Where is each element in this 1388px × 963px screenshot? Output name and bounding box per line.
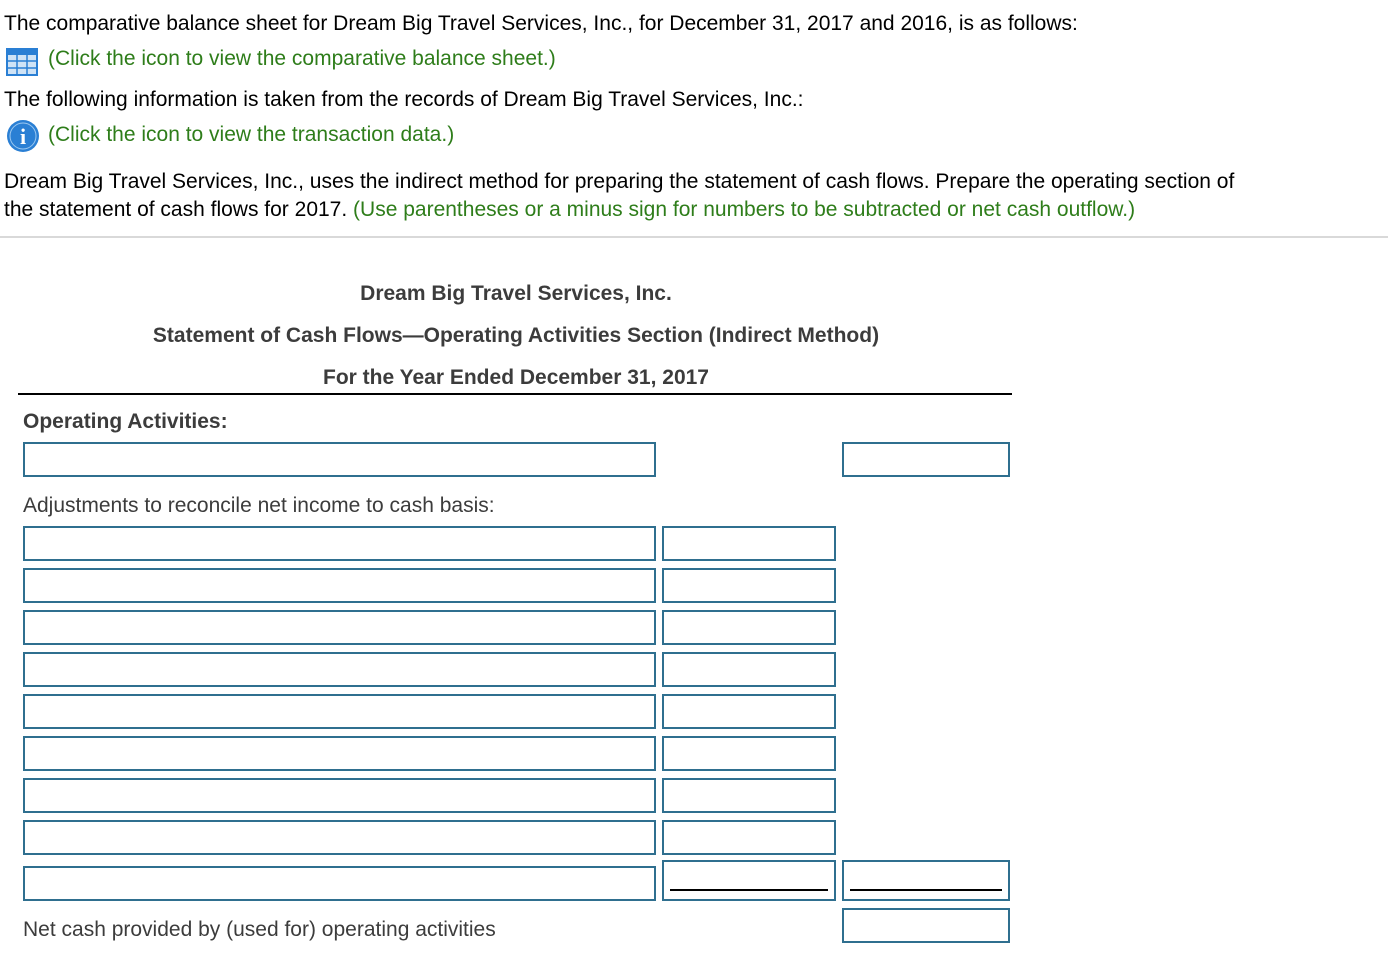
adjustment-label-input-3[interactable]: [23, 610, 656, 645]
statement-title: Statement of Cash Flows—Operating Activities Section (Indirect Method): [152, 324, 880, 347]
net-income-amount-input[interactable]: [842, 442, 1010, 477]
net-income-label-input[interactable]: [23, 442, 656, 477]
adjustments-label: Adjustments to reconcile net income to cash basis:: [23, 494, 495, 517]
section-divider: [0, 236, 1388, 238]
adjustment-label-input-8[interactable]: [23, 820, 656, 855]
instructions-text: the statement of cash flows for 2017.: [4, 198, 348, 221]
instructions-hint: (Use parentheses or a minus sign for numbers to be subtracted or net cash outflow.): [353, 198, 1136, 221]
statement-period: For the Year Ended December 31, 2017: [323, 366, 709, 389]
adjustment-label-input-7[interactable]: [23, 778, 656, 813]
net-cash-label: Net cash provided by (used for) operating activities: [23, 918, 496, 941]
instructions-line-1: Dream Big Travel Services, Inc., uses the indirect method for preparing the statement of cash flows. Prepare the operating section of: [4, 170, 1235, 193]
adjustment-label-input-6[interactable]: [23, 736, 656, 771]
adjustment-amount-input-6[interactable]: [662, 736, 836, 771]
operating-activities-label: Operating Activities:: [23, 410, 228, 433]
total-underline: [850, 889, 1002, 891]
header-rule: [18, 393, 1012, 395]
total-adjustments-input[interactable]: [842, 860, 1010, 901]
info-icon[interactable]: [6, 119, 40, 158]
adjustment-amount-input-3[interactable]: [662, 610, 836, 645]
adjustment-label-input-5[interactable]: [23, 694, 656, 729]
company-name: Dream Big Travel Services, Inc.: [360, 282, 672, 305]
spreadsheet-icon[interactable]: [6, 48, 38, 81]
adjustment-amount-input-9[interactable]: [662, 860, 836, 901]
intro-line-1: The comparative balance sheet for Dream Big Travel Services, Inc., for December 31, 2017 and 2016, is as follows:: [4, 12, 1078, 35]
adjustment-amount-input-4[interactable]: [662, 652, 836, 687]
adjustment-label-input-2[interactable]: [23, 568, 656, 603]
adjustment-amount-input-8[interactable]: [662, 820, 836, 855]
net-cash-amount-input[interactable]: [842, 908, 1010, 943]
balance-sheet-link[interactable]: (Click the icon to view the comparative balance sheet.): [48, 47, 556, 70]
adjustment-label-input-4[interactable]: [23, 652, 656, 687]
adjustment-amount-input-5[interactable]: [662, 694, 836, 729]
transaction-data-link[interactable]: (Click the icon to view the transaction data.): [48, 123, 455, 146]
intro-line-2: The following information is taken from the records of Dream Big Travel Services, Inc.:: [4, 88, 804, 111]
instructions-line-2: [4, 196, 1135, 224]
adjustment-label-input-1[interactable]: [23, 526, 656, 561]
info-icon-glyph: i: [19, 124, 27, 149]
subtotal-underline: [670, 889, 828, 891]
adjustment-amount-input-1[interactable]: [662, 526, 836, 561]
adjustment-amount-input-2[interactable]: [662, 568, 836, 603]
adjustment-amount-input-7[interactable]: [662, 778, 836, 813]
adjustment-label-input-9[interactable]: [23, 866, 656, 901]
